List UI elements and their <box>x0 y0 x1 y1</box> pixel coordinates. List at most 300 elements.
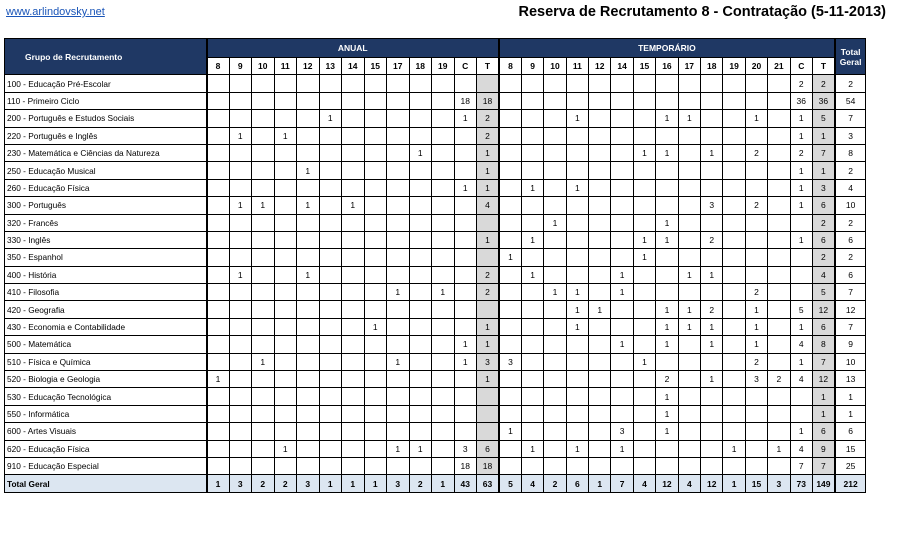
anual-header: ANUAL <box>207 39 500 58</box>
anual-cell: 1 <box>409 144 432 161</box>
anual-cell <box>252 75 275 92</box>
temp-cell <box>499 144 521 161</box>
anual-cell <box>252 162 275 179</box>
temp-cell: 1 <box>701 144 723 161</box>
anual-cell <box>297 214 320 231</box>
anual-cell: 1 <box>477 318 500 335</box>
anual-cell <box>207 162 230 179</box>
temp-cell <box>566 162 588 179</box>
temp-col-header: C <box>790 58 812 75</box>
anual-cell: 1 <box>477 371 500 388</box>
anual-cell <box>342 284 365 301</box>
table-row <box>5 457 866 474</box>
temp-cell <box>566 388 588 405</box>
temp-cell: 1 <box>790 179 812 196</box>
anual-cell <box>207 423 230 440</box>
temp-cell <box>633 457 655 474</box>
anual-cell <box>252 457 275 474</box>
temp-cell <box>723 231 745 248</box>
anual-cell <box>252 405 275 422</box>
anual-cell <box>319 231 342 248</box>
temp-cell: 12 <box>812 301 834 318</box>
temp-cell <box>544 405 566 422</box>
anual-cell <box>274 75 297 92</box>
anual-cell <box>207 457 230 474</box>
temp-cell <box>611 110 633 127</box>
temp-cell: 1 <box>611 440 633 457</box>
anual-cell <box>274 92 297 109</box>
temp-cell: 12 <box>656 475 678 492</box>
temp-cell <box>611 127 633 144</box>
anual-cell <box>207 284 230 301</box>
anual-cell <box>432 144 455 161</box>
temp-cell <box>499 127 521 144</box>
temp-cell <box>745 75 767 92</box>
anual-cell: 2 <box>274 475 297 492</box>
anual-cell <box>342 144 365 161</box>
total-cell: 2 <box>835 75 866 92</box>
anual-cell <box>229 162 252 179</box>
temp-cell <box>701 110 723 127</box>
temp-cell <box>678 231 700 248</box>
temp-cell <box>589 249 611 266</box>
anual-cell <box>229 318 252 335</box>
anual-cell: 1 <box>432 475 455 492</box>
row-label: 110 - Primeiro Ciclo <box>5 92 207 109</box>
temp-col-header: 15 <box>633 58 655 75</box>
anual-cell: 3 <box>454 440 477 457</box>
anual-cell <box>252 284 275 301</box>
temp-cell <box>656 162 678 179</box>
temp-cell: 1 <box>790 423 812 440</box>
anual-cell <box>342 162 365 179</box>
temp-cell <box>589 127 611 144</box>
temp-cell <box>768 75 790 92</box>
anual-cell: 3 <box>297 475 320 492</box>
anual-cell <box>432 405 455 422</box>
temp-cell: 1 <box>611 266 633 283</box>
anual-col-header: 11 <box>274 58 297 75</box>
anual-cell <box>229 301 252 318</box>
temp-cell <box>656 266 678 283</box>
anual-cell: 2 <box>477 110 500 127</box>
anual-cell <box>454 75 477 92</box>
temp-cell <box>589 75 611 92</box>
anual-cell: 18 <box>454 92 477 109</box>
temp-cell <box>723 127 745 144</box>
temp-cell <box>566 92 588 109</box>
anual-col-header: 13 <box>319 58 342 75</box>
temp-cell: 2 <box>812 249 834 266</box>
temp-cell <box>521 75 543 92</box>
anual-cell <box>229 423 252 440</box>
anual-cell <box>342 92 365 109</box>
anual-cell <box>364 162 387 179</box>
anual-cell <box>274 179 297 196</box>
anual-cell <box>364 284 387 301</box>
temp-cell <box>611 231 633 248</box>
temp-cell: 1 <box>633 144 655 161</box>
temp-cell <box>723 197 745 214</box>
temp-cell <box>611 249 633 266</box>
temp-cell <box>768 336 790 353</box>
temp-cell <box>678 336 700 353</box>
temp-cell <box>521 144 543 161</box>
temp-cell <box>521 353 543 370</box>
anual-cell <box>364 144 387 161</box>
temp-cell <box>678 75 700 92</box>
temp-cell <box>499 284 521 301</box>
temp-cell <box>790 284 812 301</box>
temp-cell <box>790 249 812 266</box>
total-row <box>5 475 866 492</box>
anual-cell <box>274 197 297 214</box>
temp-cell: 4 <box>678 475 700 492</box>
anual-cell <box>207 231 230 248</box>
temp-cell: 7 <box>790 457 812 474</box>
anual-cell <box>364 127 387 144</box>
table-row <box>5 353 866 370</box>
temp-cell <box>745 179 767 196</box>
anual-cell <box>387 214 410 231</box>
anual-cell <box>274 371 297 388</box>
anual-cell <box>409 318 432 335</box>
anual-cell <box>297 440 320 457</box>
temp-cell <box>633 371 655 388</box>
temp-cell <box>723 110 745 127</box>
temp-cell: 1 <box>656 301 678 318</box>
anual-cell <box>387 388 410 405</box>
anual-cell <box>342 440 365 457</box>
anual-cell <box>477 388 500 405</box>
anual-cell <box>432 423 455 440</box>
row-label: 410 - Filosofia <box>5 284 207 301</box>
temp-cell <box>521 301 543 318</box>
temp-cell <box>678 388 700 405</box>
temp-cell: 1 <box>656 318 678 335</box>
temp-cell <box>701 353 723 370</box>
total-cell: 2 <box>835 214 866 231</box>
anual-cell <box>432 318 455 335</box>
anual-cell <box>409 110 432 127</box>
temp-cell: 1 <box>745 110 767 127</box>
anual-cell <box>432 388 455 405</box>
anual-cell <box>477 405 500 422</box>
temp-cell <box>723 405 745 422</box>
anual-cell: 1 <box>477 162 500 179</box>
temp-cell <box>544 231 566 248</box>
anual-cell <box>297 457 320 474</box>
temp-cell: 1 <box>701 318 723 335</box>
anual-cell <box>229 405 252 422</box>
anual-cell: 1 <box>409 440 432 457</box>
anual-cell <box>342 371 365 388</box>
temp-cell <box>544 318 566 335</box>
anual-cell <box>409 92 432 109</box>
temp-cell <box>589 284 611 301</box>
temp-cell: 6 <box>812 423 834 440</box>
anual-cell: 1 <box>252 197 275 214</box>
anual-cell <box>364 336 387 353</box>
anual-cell <box>207 197 230 214</box>
anual-cell <box>274 353 297 370</box>
anual-cell <box>207 388 230 405</box>
temp-cell <box>768 144 790 161</box>
temp-cell <box>701 440 723 457</box>
temp-cell: 1 <box>745 318 767 335</box>
temp-cell: 4 <box>521 475 543 492</box>
row-label: 100 - Educação Pré-Escolar <box>5 75 207 92</box>
anual-cell: 1 <box>477 179 500 196</box>
anual-cell <box>342 179 365 196</box>
anual-cell <box>454 266 477 283</box>
anual-cell <box>229 231 252 248</box>
anual-cell <box>342 318 365 335</box>
anual-cell: 6 <box>477 440 500 457</box>
temp-cell: 1 <box>656 336 678 353</box>
anual-cell: 3 <box>229 475 252 492</box>
temp-cell: 1 <box>678 110 700 127</box>
anual-cell <box>274 457 297 474</box>
anual-cell: 2 <box>477 284 500 301</box>
temp-cell: 1 <box>701 266 723 283</box>
anual-cell <box>342 75 365 92</box>
anual-col-header: 19 <box>432 58 455 75</box>
row-label: 430 - Economia e Contabilidade <box>5 318 207 335</box>
anual-cell <box>252 301 275 318</box>
total-cell: 7 <box>835 318 866 335</box>
temp-cell <box>566 336 588 353</box>
temp-cell <box>589 214 611 231</box>
temp-cell <box>589 336 611 353</box>
temp-cell <box>656 440 678 457</box>
temp-cell: 1 <box>745 301 767 318</box>
temp-cell: 1 <box>656 231 678 248</box>
temp-cell <box>499 266 521 283</box>
anual-cell <box>432 92 455 109</box>
temp-cell <box>656 179 678 196</box>
temp-col-header: 11 <box>566 58 588 75</box>
anual-cell <box>364 301 387 318</box>
anual-cell <box>364 92 387 109</box>
anual-cell <box>342 127 365 144</box>
anual-cell <box>229 353 252 370</box>
anual-cell <box>207 318 230 335</box>
temp-cell: 1 <box>812 127 834 144</box>
anual-cell: 1 <box>364 475 387 492</box>
anual-cell <box>364 75 387 92</box>
anual-cell <box>297 388 320 405</box>
total-cell: 6 <box>835 423 866 440</box>
temp-cell <box>633 284 655 301</box>
temp-cell <box>589 423 611 440</box>
anual-cell <box>229 388 252 405</box>
temp-cell <box>633 405 655 422</box>
site-link[interactable]: www.arlindovsky.net <box>6 6 105 18</box>
temp-cell <box>701 249 723 266</box>
temp-cell <box>544 144 566 161</box>
temp-cell <box>723 284 745 301</box>
temp-cell <box>678 284 700 301</box>
table-row <box>5 75 866 92</box>
temp-cell <box>544 197 566 214</box>
anual-cell: 1 <box>297 197 320 214</box>
temp-cell: 1 <box>656 388 678 405</box>
anual-cell: 1 <box>477 231 500 248</box>
anual-cell <box>297 179 320 196</box>
anual-cell <box>432 371 455 388</box>
anual-cell <box>252 318 275 335</box>
anual-cell <box>319 162 342 179</box>
table-row <box>5 405 866 422</box>
anual-cell <box>409 388 432 405</box>
temp-cell: 1 <box>678 266 700 283</box>
anual-cell: 1 <box>454 353 477 370</box>
anual-cell <box>387 75 410 92</box>
temp-cell: 1 <box>566 440 588 457</box>
table-row <box>5 127 866 144</box>
temp-cell: 1 <box>589 475 611 492</box>
anual-cell <box>319 284 342 301</box>
temp-cell: 6 <box>812 231 834 248</box>
anual-cell <box>297 353 320 370</box>
temp-cell <box>701 284 723 301</box>
table-row <box>5 266 866 283</box>
temp-cell <box>678 162 700 179</box>
temp-cell <box>768 92 790 109</box>
anual-cell <box>274 249 297 266</box>
anual-cell <box>454 144 477 161</box>
temp-cell: 2 <box>745 353 767 370</box>
temp-cell <box>589 197 611 214</box>
temp-col-header: 18 <box>701 58 723 75</box>
temp-cell <box>521 405 543 422</box>
anual-cell <box>229 284 252 301</box>
temp-cell: 1 <box>566 301 588 318</box>
anual-cell <box>364 457 387 474</box>
temp-cell: 1 <box>812 388 834 405</box>
temp-cell: 7 <box>812 353 834 370</box>
temp-cell: 4 <box>790 336 812 353</box>
row-label: 250 - Educação Musical <box>5 162 207 179</box>
temp-cell <box>678 127 700 144</box>
table-row <box>5 301 866 318</box>
temp-cell <box>633 318 655 335</box>
row-label: 600 - Artes Visuais <box>5 423 207 440</box>
anual-col-header: 18 <box>409 58 432 75</box>
temp-cell <box>566 231 588 248</box>
anual-cell <box>477 301 500 318</box>
temp-cell: 73 <box>790 475 812 492</box>
temp-cell: 15 <box>745 475 767 492</box>
temp-cell <box>678 457 700 474</box>
anual-cell <box>387 197 410 214</box>
anual-cell <box>342 405 365 422</box>
temp-cell: 3 <box>701 197 723 214</box>
temp-cell: 12 <box>812 371 834 388</box>
anual-cell <box>454 162 477 179</box>
temp-cell <box>521 92 543 109</box>
temp-cell <box>589 231 611 248</box>
row-label: 260 - Educação Física <box>5 179 207 196</box>
table-row <box>5 92 866 109</box>
anual-cell <box>432 127 455 144</box>
anual-cell <box>229 110 252 127</box>
temp-cell: 2 <box>768 371 790 388</box>
temp-cell <box>544 388 566 405</box>
anual-cell <box>409 371 432 388</box>
anual-cell <box>477 249 500 266</box>
anual-cell <box>297 127 320 144</box>
anual-cell <box>229 92 252 109</box>
anual-cell <box>454 371 477 388</box>
temp-cell: 1 <box>656 423 678 440</box>
temp-cell: 5 <box>812 110 834 127</box>
anual-cell <box>342 110 365 127</box>
anual-cell <box>229 144 252 161</box>
temp-cell <box>589 318 611 335</box>
temp-cell <box>611 318 633 335</box>
temp-cell <box>589 457 611 474</box>
temp-cell: 1 <box>790 231 812 248</box>
temp-cell <box>745 162 767 179</box>
temp-cell <box>611 92 633 109</box>
temp-cell <box>611 353 633 370</box>
temp-cell: 1 <box>611 336 633 353</box>
anual-cell <box>387 405 410 422</box>
temp-cell: 1 <box>745 336 767 353</box>
temp-cell: 1 <box>633 231 655 248</box>
temp-cell <box>499 388 521 405</box>
temp-cell: 2 <box>544 475 566 492</box>
anual-cell <box>364 266 387 283</box>
anual-cell: 1 <box>274 127 297 144</box>
row-label: Total Geral <box>5 475 207 492</box>
temp-cell <box>611 197 633 214</box>
anual-cell <box>297 405 320 422</box>
temp-cell <box>701 127 723 144</box>
temp-cell <box>768 197 790 214</box>
anual-cell <box>342 423 365 440</box>
temp-cell <box>768 284 790 301</box>
anual-cell <box>252 249 275 266</box>
total-geral-header: Total Geral <box>835 39 866 75</box>
temp-cell: 3 <box>768 475 790 492</box>
anual-cell: 1 <box>364 318 387 335</box>
temp-cell: 12 <box>701 475 723 492</box>
anual-cell <box>229 440 252 457</box>
temp-col-header: 20 <box>745 58 767 75</box>
anual-cell <box>229 249 252 266</box>
temp-cell <box>701 423 723 440</box>
temp-cell <box>701 405 723 422</box>
row-label: 910 - Educação Especial <box>5 457 207 474</box>
temp-cell <box>633 423 655 440</box>
temp-cell <box>678 179 700 196</box>
anual-cell <box>297 301 320 318</box>
temp-cell <box>611 405 633 422</box>
temp-cell: 1 <box>656 405 678 422</box>
anual-cell <box>252 336 275 353</box>
temp-cell <box>723 457 745 474</box>
anual-cell <box>297 336 320 353</box>
anual-cell: 1 <box>342 475 365 492</box>
temp-cell <box>499 197 521 214</box>
temp-cell <box>499 318 521 335</box>
temp-cell <box>723 423 745 440</box>
anual-cell <box>319 266 342 283</box>
anual-cell: 1 <box>342 197 365 214</box>
